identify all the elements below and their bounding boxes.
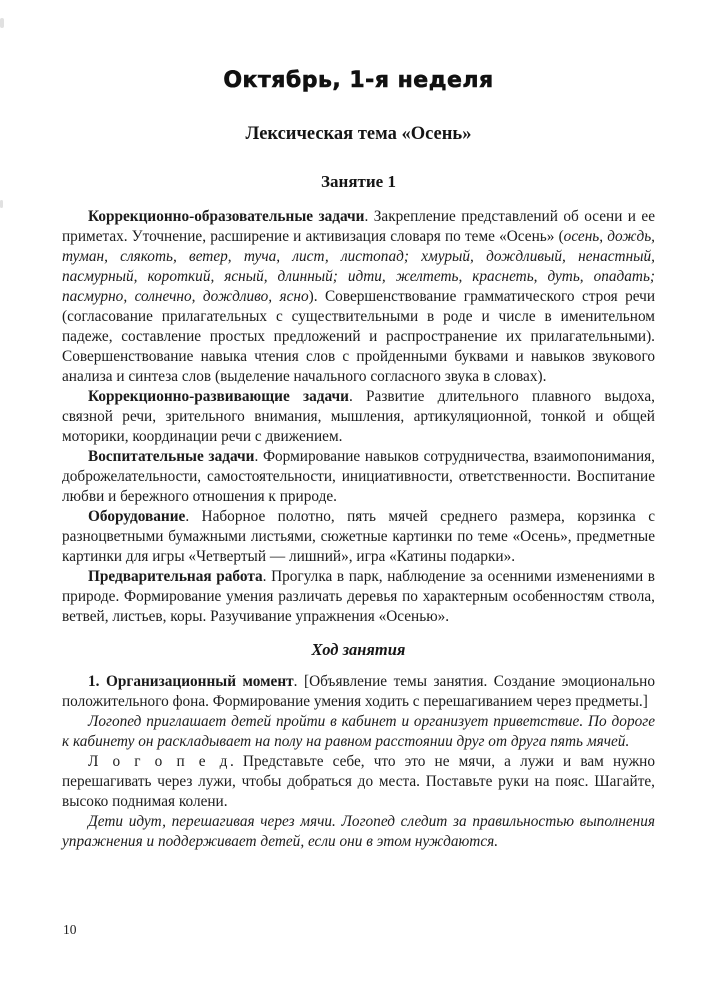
text-run-regular: . Развитие длительного плавного выдоха, связной речи, зрительного внимания, мышления, артикуляционной, тонкой и общей моторики, координации речи с движением. — [62, 388, 655, 445]
page-number: 10 — [63, 922, 77, 937]
tasks-section — [62, 207, 655, 627]
text-run-bold: Воспитательные задачи — [88, 448, 255, 465]
text-run-regular: . Наборное полотно, пять мячей среднего размера, корзинка с разноцветными бумажными листьями, сюжетные картинки по теме «Осень», предметные картинки для игры «Четвертый — лишний», игра «Катины подарки». — [62, 508, 655, 565]
text-run-spaced: Л о г о п е д — [88, 753, 230, 770]
paragraph-narration-children-walk — [62, 812, 655, 852]
procedure-title: Ход занятия — [311, 640, 406, 659]
procedure-section — [62, 672, 655, 852]
page-content — [62, 0, 655, 852]
text-run-italic: Дети идут, перешагивая через мячи. Логопед следит за правильностью выполнения упражнения и поддерживает детей, если они в этом нуждаются. — [62, 813, 655, 850]
paragraph-narration-teacher-invites — [62, 712, 655, 752]
text-run-italic: осень, дождь, туман, слякоть, ветер, туча, лист, листопад; хмурый, дождливый, ненастный, пасмурный, короткий, ясный, длинный; идти, желтеть, краснеть, дуть, опадать; пасмурно, солнечно, дождливо, ясно — [62, 228, 656, 305]
text-run-regular: . Закрепление представлений об осени и ее приметах. Уточнение, расширение и активизация словаря по теме «Осень» ( — [62, 208, 656, 245]
paragraph-organizational-moment — [62, 672, 655, 712]
paragraph-correctional-educational-tasks — [62, 207, 655, 387]
text-run-bold: 1. Организационный момент — [88, 673, 294, 690]
text-run-regular: . [Объявление темы занятия. Создание эмоционально положительного фона. Формирование умения ходить с перешагиванием через предметы.] — [62, 673, 655, 710]
lesson-title: Занятие 1 — [321, 172, 396, 191]
text-run-italic: Логопед приглашает детей пройти в кабинет и организует приветствие. По дороге к кабинету он раскладывает на полу на равном расстоянии друг от друга пять мячей. — [62, 713, 655, 750]
paragraph-upbringing-tasks — [62, 447, 655, 507]
text-run-regular: . Прогулка в парк, наблюдение за осенними изменениями в природе. Формирование умения различать деревья по характерным особенностям ствола, ветвей, листьев, коры. Разучивание упражнения «Осенью». — [62, 568, 655, 625]
text-run-bold: Коррекционно-развивающие задачи — [88, 388, 349, 405]
paragraph-speech-therapist-line — [62, 752, 655, 812]
paragraph-correctional-developing-tasks — [62, 387, 655, 447]
lexical-theme-title: Лексическая тема «Осень» — [245, 124, 472, 144]
text-run-regular: ). Совершенствование грамматического строя речи (согласование прилагательных с существительными в роде и числе в именительном падеже, составление простых предложений и распространение их прилагательными). Совершенствование навыка чтения слов с пройденными буквами и навыков звукового анализа и синтеза слов (выделение начального согласного звука в словах). — [62, 288, 655, 385]
text-run-bold: Оборудование — [88, 508, 186, 525]
text-run-regular: . Представьте себе, что это не мячи, а лужи и вам нужно перешагивать через лужи, чтобы добраться до места. Поставьте руки на пояс. Шагайте, высоко поднимая колени. — [62, 753, 655, 810]
paragraph-equipment — [62, 507, 655, 567]
text-run-regular: . Формирование навыков сотрудничества, взаимопонимания, доброжелательности, самостоятельности, инициативности, ответственности. Воспитание любви и бережного отношения к природе. — [62, 448, 656, 505]
paragraph-preliminary-work — [62, 567, 655, 627]
text-run-bold: Коррекционно-образовательные задачи — [88, 208, 365, 225]
text-run-bold: Предварительная работа — [88, 568, 263, 585]
scan-artifact — [0, 200, 3, 208]
week-title: Октябрь, 1-я неделя — [223, 68, 494, 93]
scan-artifact — [0, 18, 4, 28]
